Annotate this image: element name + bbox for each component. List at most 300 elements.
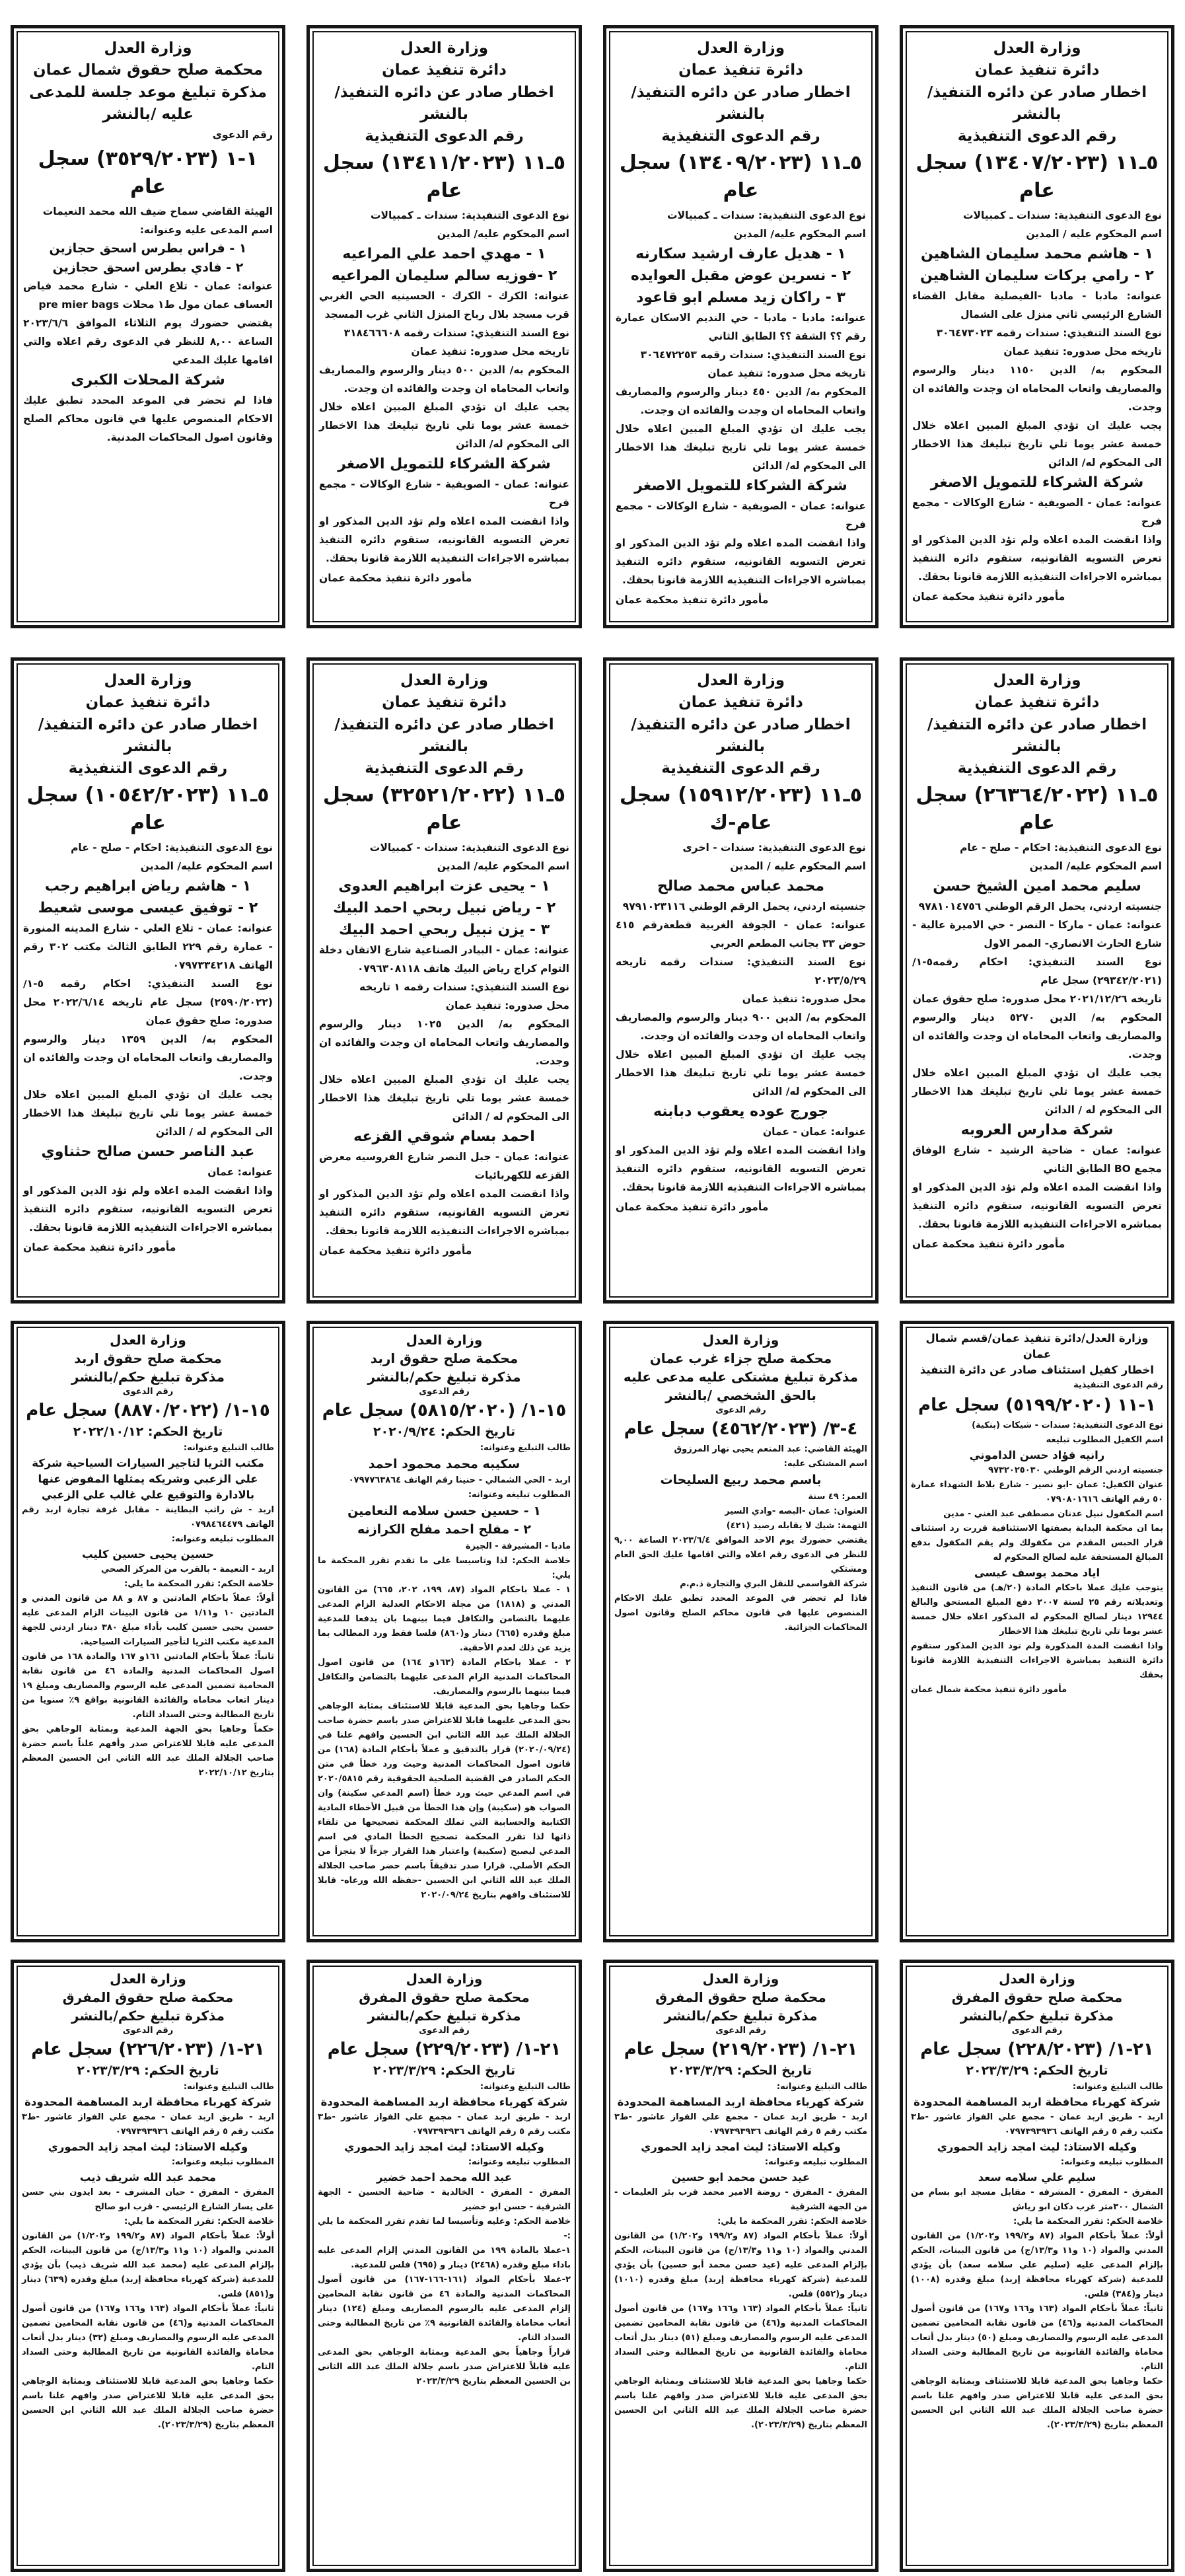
- notice-paragraph: طالب التبليغ وعنوانه:: [480, 1442, 571, 1453]
- notice-heading: مذكرة تبليغ حكم/بالنشر: [367, 2008, 521, 2024]
- legal-notice: [11, 657, 285, 1304]
- notice-paragraph: واذا انقضت المده اعلاه ولم تؤد الدين المذكور او تعرض التسويه القانونيه، ستقوم دائره التنفيذ بمباشره الاجراءات التنفيذيه اللازمة قانونا بحقك.: [319, 1187, 569, 1237]
- notice-paragraph: عنوانه: عمان - الصويفية - شارع الوكالات - مجمع فرح: [616, 499, 866, 531]
- notice-paragraph: عنوانه: عمان - الجوفة الغربية قطعةرقم ٤١٥ حوض ٣٣ بجانب المطعم العربي: [616, 918, 866, 949]
- notice-paragraph: رقم الدعوى التنفيذية: [1073, 1380, 1163, 1390]
- notice-heading: وزارة العدل: [110, 1332, 186, 1348]
- notice-paragraph: اربد - النعيمة - بالقرب من المركز الصحي: [100, 1564, 274, 1574]
- party-name: عبد الله محمد احمد خضير: [376, 2170, 513, 2184]
- notice-paragraph: ١ - عملا باحكام المواد (٨٧، ١٩٩، ٢٠٢، ٦٦٥) من القانون المدني و (١٨١٨) من مجلة الاحكام العدلية الزام المدعى عليهما بالتضامن والتكافل فيما بينهما بان يدفعا للمدعية مبلغ وقدره (٦٦٥) دينار و(٨٦٠) فلسا فقط ورد المطالب بما يزيد عن ذلك لعدم الأحقية.: [318, 1584, 571, 1653]
- notice-paragraph: أولاً: عملاً بأحكام المواد (٨٧ و١٩٩/٢ و١/٢٠٢) من القانون المدني والمواد (١٠ و١١ و١٣/٣/ج) من قانون البينات، الحكم بإلزام المدعى عليه (عيد حسن محمد أبو حسين) بأن يؤدي للمدعية (شركة كهرباء محافظة إربد) مبلغ وقدره (١٠١٠) دينار و(٥٥٢) فلس.: [614, 2230, 868, 2299]
- notice-paragraph: عنوانه: الكرك - الكرك - الحسينيه الحي الغربي قرب مسجد بلال رباح المنزل الثاني غرب المسجد: [319, 289, 569, 320]
- party-name: ٢ - نسرين عوض مقبل العوايده: [630, 267, 851, 284]
- notice-paragraph: نوع الدعوى التنفيذية: سندات - اخرى: [682, 841, 866, 854]
- notice-cell: [592, 1956, 889, 2576]
- legal-notice: [900, 1321, 1174, 1942]
- notice-paragraph: شركة القواسمي للنقل البري والتجارة ذ.م.م: [680, 1578, 867, 1589]
- notice-cell: [0, 638, 296, 1318]
- notice-paragraph: عنوانه: عمان - تلاع العلي - شارع المدينه المنورة - عمارة رقم ٢٢٩ الطابق الثالث مكتب ٣٠٢ رقم الهاتف ٠٧٩٧٣٣٤٢١٨: [23, 922, 273, 971]
- case-number-label: رقم الدعوى: [122, 2026, 174, 2036]
- notice-paragraph: ثانياً: عملاً بأحكام المواد (١٦٣ و١٦٦ و١٦٧) من قانون أصول المحاكمات المدنية و(٤٦) من قانون نقابة المحامين تضمين المدعى عليه الرسوم والمصاريف ومبلغ (٣٢) دينار بدل أتعاب محاماة والفائدة القانونية من تاريخ المطالبة وحتى السداد التام.: [22, 2303, 274, 2372]
- notice-paragraph: المفرق - المفرق - روضة الامير محمد قرب بئر العليمات - من الجهة الشرقية: [614, 2187, 867, 2212]
- notice-paragraph: اسم الكفيل المطلوب تبليغه: [1046, 1434, 1163, 1445]
- notice-paragraph: خلاصة الحكم: وعليه وتأسيسا لما تقدم تقرر المحكمة ما يلي :-: [318, 2216, 571, 2241]
- notice-paragraph: نوع السند التنفيذي: سندات رقمه ٣٠٦٤٧٢٢٥٣: [640, 348, 866, 361]
- notice-paragraph: حكما وجاهيا بحق المدعية قابلا للاستئناف وبمثابة الوجاهي بحق المدعى عليه قابلا للاعتراض صدر وافهم علنا باسم حضرة صاحب الجلالة الملك عبد الله الثاني ابن الحسين المعظم بتاريخ (٢٠٢٣/٣/٢٩).: [614, 2376, 867, 2430]
- party-name: شركة كهرباء محافظة اربد المساهمة المحدودة: [320, 2095, 568, 2108]
- party-name: شركة مدارس العروبه: [960, 1121, 1114, 1138]
- notice-heading: محكمة صلح حقوق شمال عمان: [33, 61, 263, 79]
- notice-cell: [592, 638, 889, 1318]
- notice-heading: وزارة العدل: [697, 672, 785, 689]
- notice-paragraph: اسم المكفول نبيل عدنان مصطفى عبد الغني - مدين: [943, 1508, 1163, 1519]
- notice-paragraph: اربد - ش راتب البطاينة - مقابل غرفة تجارة اربد رقم الهاتف ٠٧٩٨٤٦٤٤٧٩: [22, 1504, 274, 1529]
- party-name: عيد حسن محمد ابو حسين: [671, 2170, 810, 2184]
- notice-paragraph: حكما وجاهيا بحق المدعية قابلا للاستئناف وبمثابة الوجاهي بحق المدعى عليه قابلا للاعتراض صدر وافهم علنا باسم حضرة صاحب الجلالة الملك عبد الله الثاني ابن الحسين المعظم بتاريخ (٢٠٢٣/٣/٢٩).: [22, 2376, 274, 2430]
- notice-paragraph: عنوانه: عمان: [207, 1165, 273, 1178]
- signature-line: مأمور دائرة تنفيذ محكمة عمان: [912, 590, 1065, 603]
- notice-heading: محكمة صلح حقوق المفرق: [359, 1989, 530, 2005]
- case-number: ٢١-١/ (٢٢٩/٢٠٢٣) سجل عام: [327, 2040, 561, 2060]
- notice-paragraph: واذا انقضت المده اعلاه ولم تؤد الدين المذكور او تعرض التسويه القانونيه، ستقوم دائره التنفيذ بمباشره الاجراءات التنفيذيه اللازمة قانونا بحقك.: [616, 536, 866, 586]
- notice-paragraph: طالب التبليغ وعنوانه:: [480, 2081, 571, 2092]
- notice-paragraph: أولاً: عملاً بأحكام المواد (٨٧ و١٩٩/٢ و١/٢٠٢) من القانون المدني والمواد (١٠ و١١ و١٣/٣/ج) من قانون البينات، الحكم بإلزام المدعى عليه (سليم علي سلامه سعد) بأن يؤدي للمدعية (شركة كهرباء محافظة إربد) مبلغ وقدره (١٠٠٨) دينار و(٣٨٤) فلس.: [911, 2230, 1164, 2299]
- notice-cell: [296, 1318, 592, 1956]
- party-name: شركة كهرباء محافظة اربد المساهمة المحدودة: [617, 2095, 865, 2108]
- notice-paragraph: جنسيته اردني الرقم الوطني ٩٧٣٢٠٢٥٠٣٠: [988, 1465, 1163, 1475]
- case-number: ٥ـ١١ (١٥٩١٢/٢٠٢٣) سجل عام-ك: [619, 783, 863, 834]
- notice-paragraph: تاريخه محل صدوره: تنفيذ عمان: [411, 345, 569, 357]
- notice-paragraph: المطلوب تبليغه وعنوانه:: [468, 2156, 571, 2167]
- party-name: وكيله الاستاذ: ليث امجد زايد الحموري: [48, 2140, 248, 2153]
- notice-paragraph: ٢-عملا بأحكام المواد (١٦١-١٦٦-١٦٧) من قانون أصول المحاكمات المدنية والمادة ٤٦ من قانون نقابة المحامين إلزام المدعى عليه بالرسوم المصاريف ومبلغ (١٢٤) دينار أتعاب محاماة والفائدة القانونية ٩٪ من تاريخ المطالبة وحتى السداد التام.: [318, 2274, 571, 2343]
- notice-heading: وزارة العدل: [697, 40, 785, 57]
- notice-paragraph: واذا انقضت المده اعلاه ولم تؤد الدين المذكور او تعرض التسويه القانونيه، ستقوم دائره التنفيذ بمباشره الاجراءات التنفيذيه اللازمة قانونا بحقك.: [912, 1181, 1162, 1230]
- notice-paragraph: خلاصة الحكم: تقرر المحكمة ما يلي:: [124, 2216, 274, 2226]
- judgment-date: تاريخ الحكم: ٢٠٢٣/٣/٢٩: [373, 2063, 516, 2079]
- notice-heading: مذكرة تبليغ موعد جلسة للمدعى عليه /بالنشر: [28, 83, 267, 124]
- notice-paragraph: نوع الدعوى التنفيذية: احكام - صلح - عام: [960, 841, 1162, 854]
- notice-paragraph: يجب عليك ان تؤدي المبلغ المبين اعلاه خلال خمسة عشر يوما تلي تاريخ تبليغك هذا الاخطار الى المحكوم له/ الدائن: [912, 419, 1162, 468]
- notice-paragraph: عنوانه: عمان - الصويفية - شارع الوكالات - مجمع فرح: [319, 478, 569, 509]
- party-name: شركة المحلات الكبرى: [71, 372, 225, 389]
- notice-paragraph: المحكوم به/ الدين ١٣٥٩ دينار والرسوم والمصاريف واتعاب المحاماه ان وجدت والفائده ان وجدت.: [23, 1033, 273, 1082]
- notice-paragraph: المحكوم به/ الدين ١٠٢٥ دينار والرسوم والمصاريف واتعاب المحاماه ان وجدت والفائده ان وجدت.: [319, 1017, 569, 1067]
- case-number-label: رقم الدعوى: [715, 1405, 766, 1415]
- notice-paragraph: المحكوم به/ الدين ٩٠٠ دينار والرسوم والمصاريف واتعاب المحاماه ان وجدت والفائده ان وجدت.: [616, 1011, 867, 1042]
- signature-line: مأمور دائرة تنفيذ محكمة عمان: [912, 1237, 1065, 1250]
- case-number: ٥ـ١١ (١٣٤٠٩/٢٠٢٣) سجل عام: [619, 151, 863, 202]
- party-name: ١ - مهدي احمد علي المراعيه: [342, 245, 546, 262]
- notice-paragraph: اسم المدعى عليه وعنوانه:: [139, 224, 273, 237]
- notice-paragraph: يقتضي حضورك يوم الثلاثاء الموافق ٢٠٢٣/٦/٦ الساعة ٨,٠٠ للنظر في الدعوى رقم اعلاه والتي اقامها عليك المدعي: [23, 317, 273, 367]
- party-name: ٢ -فوزيه سالم سليمان المراعيه: [331, 267, 557, 284]
- notice-paragraph: خلاصة الحكم: تقرر المحكمة ما يلي:: [717, 2216, 867, 2226]
- notice-paragraph: عنوانه: عمان - تلاع العلي - شارع محمد فياض العساف عمان مول ط١ محلات pre mier bags: [23, 280, 273, 311]
- notice-paragraph: يجب عليك ان تؤدي المبلغ المبين اعلاه خلال خمسة عشر يوما تلي تاريخ تبليغك هذا الاخطار الى المحكوم له / الدائن: [319, 1073, 569, 1122]
- notice-paragraph: واذا انقضت المده اعلاه ولم تؤد الدين المذكور او تعرض التسويه القانونيه، ستقوم دائره التنفيذ بمباشره الاجراءات التنفيذيه اللازمة قانونا بحقك.: [319, 515, 569, 564]
- legal-notice: [11, 25, 285, 628]
- party-name: وزارة العدل/دائرة تنفيذ عمان/قسم شمال عمان: [925, 1332, 1149, 1360]
- notice-paragraph: عنوانه: عمان - ماركا - النصر - حي الاميرة عالية - شارع الحارث الانصاري- الممر الاول: [912, 918, 1162, 949]
- signature-line: مأمور دائرة تنفيذ محكمة عمان: [616, 593, 769, 606]
- judgment-date: تاريخ الحكم: ٢٠٢٣/٣/٢٩: [669, 2063, 812, 2079]
- party-name: وكيله الاستاذ: ليث امجد زايد الحموري: [641, 2140, 841, 2153]
- notice-paragraph: خلاصة الحكم: تقرر المحكمة ما يلي:: [1013, 2216, 1163, 2226]
- notice-cell: [889, 1956, 1185, 2576]
- party-name: اياد محمد يوسف عيسى: [974, 1566, 1100, 1579]
- party-name: شركة الشركاء للتمويل الاصغر: [930, 474, 1144, 491]
- legal-notice: [306, 657, 582, 1304]
- notice-cell: [592, 0, 889, 638]
- notice-heading: رقم الدعوى التنفيذية: [365, 128, 524, 145]
- party-name: جورج عوده يعقوب دبابنه: [653, 1103, 829, 1120]
- notice-paragraph: المفرق - المفرق - المشرفه - مقابل مسجد ابو بسام من الشمال ٣٠٠متر غرب دكان ابو رياش: [911, 2187, 1163, 2212]
- party-name: ١ - هاشم رياض ابراهيم رجب: [44, 877, 252, 895]
- legal-notice: [603, 1321, 879, 1942]
- notice-paragraph: يجب عليك ان تؤدي المبلغ المبين اعلاه خلال خمسة عشر يوما تلي تاريخ تبليغك هذا الاخطار الى المحكوم له / الدائن: [23, 1088, 273, 1138]
- notice-paragraph: حكما وجاهيا بحق المدعية قابلا للاستئناف وبمثابة الوجاهي بحق المدعى عليه قابلا للاعتراض صدر وافهم علنا باسم حضرة صاحب الجلالة الملك عبد الله الثاني ابن الحسين المعظم بتاريخ (٢٠٢٣/٣/٢٩).: [911, 2376, 1163, 2430]
- notice-paragraph: اسم المحكوم عليه/ المدين: [437, 227, 569, 240]
- legal-notice: [306, 25, 582, 628]
- legal-notice: [603, 25, 879, 628]
- notice-cell: [889, 638, 1185, 1318]
- legal-notice: [306, 1960, 582, 2572]
- notice-paragraph: اسم المحكوم عليه/ المدين: [1029, 860, 1162, 872]
- party-name: ٣ - راكان زيد مسلم ابو قاعود: [636, 289, 845, 306]
- party-name: اخطار كفيل استئناف صادر عن دائرة التنفيذ: [919, 1363, 1155, 1376]
- notice-heading: وزارة العدل: [104, 672, 192, 689]
- party-name: ٢ - رامي بركات سليمان الشاهين: [920, 267, 1154, 284]
- party-name: سكيبه محمد محمود احمد: [368, 1456, 521, 1471]
- party-name: ١ - يحيى عزت ابراهيم العدوى: [338, 877, 550, 895]
- notice-heading: دائرة تنفيذ عمان: [678, 61, 803, 79]
- notice-paragraph: واذا انقضت المدة المذكورة ولم تود الدين المذكور ستقوم دائرة التنفيذ بمباشرة الاجراءات التنفيذية اللازمة قانونا بحقك: [911, 1640, 1163, 1680]
- party-name: محمد عبد الله شريف ذيب: [79, 2170, 217, 2184]
- notice-cell: [296, 0, 592, 638]
- notice-paragraph: طالب التبليغ وعنوانه:: [1072, 2081, 1163, 2092]
- notice-paragraph: اسم المحكوم عليه/ المدين: [140, 860, 273, 872]
- notice-paragraph: جنسيته اردني، يحمل الرقم الوطني ٩٧٩١٠٢٣١١٦: [622, 900, 866, 912]
- party-name: ١ - هديل عارف ارشيد سكارنه: [635, 245, 846, 262]
- party-name: ١ - حسين حسن سلامه النعامين: [347, 1504, 541, 1519]
- party-name: ٢ - فادي بطرس اسحق حجازين: [52, 260, 244, 275]
- party-name: شركة كهرباء محافظة اربد المساهمة المحدودة: [914, 2095, 1161, 2108]
- notice-heading: مذكرة تبليغ حكم/بالنشر: [664, 2008, 818, 2024]
- notice-paragraph: أولاً: عملاً بأحكام المواد (٨٧ و١٩٩/٢ و١/٢٠٢) من القانون المدني والمواد (١٠ و١١ و١٣/٣/ج) من قانون البينات، الحكم بإلزام المدعى عليه (محمد عبد الله شريف ذيب) بأن يؤدي للمدعية (شركة كهرباء محافظة إربد) مبلغ وقدره (٦٣٩) دينار و(٨٥١) فلس.: [22, 2230, 275, 2299]
- notice-paragraph: عنوانه: مادبا - مادبا - حي النديم الاسكان عمارة رقم ؟؟ الشقة ؟؟ الطابق الثاني: [616, 311, 866, 342]
- party-name: ٢ - رياض نبيل ربحي احمد البيك: [332, 899, 556, 916]
- notice-paragraph: ثانياً: عملاً بأحكام المواد (١٦٣ و١٦٦ و١٦٧) من قانون أصول المحاكمات المدنية و(٤٦) من قانون نقابة المحامين تضمين المدعى عليه الرسوم والمصاريف ومبلغ (٥١) دينار بدل أتعاب محاماة والفائدة القانونية من تاريخ المطالبة وحتى السداد التام.: [614, 2303, 868, 2372]
- notice-paragraph: عنوانه: عمان - عمان: [762, 1125, 866, 1138]
- notice-paragraph: اسم المحكوم عليه / المدين: [730, 860, 866, 872]
- notice-paragraph: نوع الدعوى التنفيذية: سندات - شيكات (بنكية): [972, 1420, 1163, 1430]
- case-number-label: رقم الدعوى: [122, 1387, 174, 1397]
- party-name: وكيله الاستاذ: ليث امجد زايد الحموري: [344, 2140, 544, 2153]
- case-number-label: رقم الدعوى: [419, 2026, 470, 2036]
- signature-line: مأمور دائرة تنفيذ محكمة عمان: [616, 1200, 769, 1213]
- notice-paragraph: نوع السند التنفيذي: سندات رقمه ١ تاريخه: [359, 980, 569, 993]
- notice-cell: [889, 1318, 1185, 1956]
- notice-paragraph: يجب عليك ان تؤدي المبلغ المبين اعلاه خلال خمسة عشر يوما تلي تاريخ تبليغك هذا الاخطار الى المحكوم له/ الدائن: [616, 1048, 866, 1097]
- notice-heading: دائرة تنفيذ عمان: [85, 694, 211, 712]
- case-number-label: رقم الدعوى: [419, 1387, 470, 1397]
- notice-heading: مذكرة تبليغ حكم/بالنشر: [71, 1369, 225, 1385]
- notice-heading: محكمة صلح حقوق المفرق: [62, 1989, 234, 2005]
- notice-heading: وزارة العدل: [104, 40, 192, 57]
- notice-paragraph: العمر: ٤٩ سنة: [808, 1491, 867, 1502]
- case-number: ١٥-١/ (٨٨٧٠/٢٠٢٢) سجل عام: [26, 1401, 270, 1421]
- notice-paragraph: نوع الدعوى التنفيذية: احكام - صلح - عام: [71, 841, 273, 854]
- legal-notice: [900, 657, 1174, 1304]
- notice-paragraph: نوع الدعوى التنفيذية: سندات ـ كمبيالات: [962, 209, 1162, 221]
- notice-heading: وزارة العدل: [406, 1332, 483, 1348]
- party-name: ٢ - مفلح احمد مفلح الكرازنه: [357, 1522, 531, 1537]
- case-number: ٥ـ١١ (١٠٥٤٢/٢٠٢٣) سجل عام: [26, 783, 269, 834]
- notice-paragraph: اربد - طريق اربد عمان - مجمع علي الفواز عاشور -ط٣ مكتب رقم ٥ رقم الهاتف ٠٧٩٧٣٩٣٩٣٦: [22, 2112, 274, 2137]
- case-number: ٢١-١/ (٢٢٨/٢٠٢٣) سجل عام: [920, 2040, 1154, 2060]
- notice-heading: اخطار صادر عن دائره التنفيذ/ بالنشر: [927, 716, 1147, 756]
- party-name: سليم علي سلامه سعد: [978, 2170, 1096, 2184]
- notice-paragraph: خلاصة الحكم: لذا وتاسيسا على ما تقدم تقرر المحكمة ما يلي:: [318, 1555, 571, 1580]
- notice-paragraph: المطلوب تبليغه وعنوانه:: [468, 1490, 571, 1500]
- notice-paragraph: تاريخه ٢٠٢١/١٢/٢٦ محل صدوره: صلح حقوق عمان: [912, 992, 1162, 1005]
- notice-paragraph: نوع الدعوى التنفيذية: سندات ـ كمبيالات: [370, 209, 569, 221]
- notice-paragraph: فاذا لم تحضر في الموعد المحدد تطبق عليك الاحكام المنصوص عليها في قانون محاكم الصلح وقانون اصول المحاكمات الجزائية.: [614, 1593, 867, 1633]
- judgment-date: تاريخ الحكم: ٢٠٢٢/١٠/١٢: [73, 1424, 223, 1440]
- notice-paragraph: المفرق - المفرق - الخالدية - ضاحية الحسين - الجهة الشرقية - حسن ابو خضير: [318, 2187, 571, 2212]
- notice-heading: وزارة العدل: [702, 1971, 779, 1987]
- legal-notice: [900, 25, 1174, 628]
- case-number: ٥ـ١١ (٢٦٣٦٤/٢٠٢٢) سجل عام: [916, 783, 1159, 834]
- notice-paragraph: واذا انقضت المده اعلاه ولم تؤد الدين المذكور او تعرض التسويه القانونيه، ستقوم دائره التنفيذ بمباشره الاجراءات التنفيذيه اللازمة قانونا بحقك.: [912, 533, 1162, 583]
- notice-paragraph: بما ان محكمة البداية بصفتها الاستئنافية قررت رد استئناف قرار الحبس المقدم من مكفولك ولم يقم المكفول بدفع المبالغ المستحقة عليه لصالح المحكوم له: [911, 1523, 1163, 1563]
- notice-paragraph: اسم المحكوم عليه/ المدين: [733, 227, 866, 240]
- notice-paragraph: ٢ - عملا باحكام المادة (١٦٣و ١٦٤) من قانون اصول المحاكمات المدنية الزام المدعى عليهما بالتضامن والتكافل فيما بينهما بالرسوم والمصاريف.: [318, 1657, 571, 1697]
- notice-paragraph: نوع السند التنفيذي: سندات رقمه ٣١٨٤٦٦٦٠٨: [343, 326, 569, 339]
- notice-paragraph: ١-عملا بالمادة ١٩٩ من القانون المدني إلزام المدعى عليه باداء مبلغ وقدره (٢٤٦٨) دينار و (٦٩٥) فلس للمدعية.: [318, 2245, 571, 2270]
- notice-paragraph: المطلوب تبليغه وعنوانه:: [171, 1533, 274, 1544]
- notice-heading: دائرة تنفيذ عمان: [382, 694, 507, 712]
- notice-heading: مذكرة تبليغ مشتكى عليه مدعى عليه بالحق الشخصي /بالنشر: [623, 1369, 859, 1403]
- notice-heading: محكمة صلح حقوق اربد: [370, 1350, 519, 1366]
- notice-paragraph: المطلوب تبليغه وعنوانه:: [764, 2156, 867, 2167]
- notice-heading: اخطار صادر عن دائره التنفيذ/ بالنشر: [38, 716, 258, 756]
- notice-paragraph: ثانياً: عملاً بأحكام المواد (١٦٣ و١٦٦ و١٦٧) من قانون أصول المحاكمات المدنية و(٤٦) من قانون نقابة المحامين تضمين المدعى عليه الرسوم والمصاريف ومبلغ (٥٠) دينار بدل أتعاب محاماة والفائدة القانونية من تاريخ المطالبة وحتى السداد التام.: [911, 2303, 1163, 2372]
- notice-paragraph: واذا انقضت المده اعلاه ولم تؤد الدين المذكور او تعرض التسويه القانونيه، ستقوم دائره التنفيذ بمباشره الاجراءات التنفيذيه اللازمة قانونا بحقك.: [616, 1144, 866, 1193]
- notice-heading: اخطار صادر عن دائره التنفيذ/ بالنشر: [927, 83, 1147, 124]
- party-name: شركة الشركاء للتمويل الاصغر: [338, 455, 551, 472]
- notice-heading: اخطار صادر عن دائره التنفيذ/ بالنشر: [631, 83, 851, 124]
- legal-notice: [603, 1960, 879, 2572]
- notice-paragraph: عنوانه: عمان - الصويفية - شارع الوكالات - مجمع فرح: [912, 496, 1162, 527]
- notice-heading: وزارة العدل: [110, 1971, 186, 1987]
- notice-heading: مذكرة تبليغ حكم/بالنشر: [960, 2008, 1114, 2024]
- notice-paragraph: اسم المشتكى عليه:: [783, 1459, 867, 1469]
- notice-heading: محكمة صلح جزاء غرب عمان: [649, 1350, 832, 1366]
- notice-paragraph: عنوانه: عمان - ضاحية الرشيد - شارع الوفاق مجمع BO الطابق الثاني: [912, 1144, 1162, 1175]
- party-name: ٢ - توفيق عيسى موسى شعيط: [38, 899, 258, 916]
- case-number: ٤-٣/ (٤٥٦٢/٢٠٢٣) سجل عام: [624, 1419, 858, 1440]
- notice-paragraph: تاريخه محل صدوره: تنفيذ عمان: [707, 367, 866, 379]
- notice-paragraph: محل صدوره: تنفيذ عمان: [445, 999, 569, 1012]
- case-number: ١-١ (٣٥٢٩/٢٠٢٣) سجل عام: [38, 147, 258, 199]
- notice-paragraph: يجب عليك ان تؤدي المبلغ المبين اعلاه خلال خمسة عشر يوما تلي تاريخ تبليغك هذا الاخطار الى المحكوم له / الدائن: [912, 1066, 1162, 1116]
- case-number: ٢١-١/ (٢٢٦/٢٠٢٣) سجل عام: [31, 2040, 265, 2060]
- notice-paragraph: يقتضي حضورك يوم الاحد الموافق ٢٠٢٣/٦/٤ الساعة ٩,٠٠ للنظر في الدعوى رقم اعلاه والتي اقامها عليك الحق العام ومشتكي: [614, 1535, 867, 1574]
- notice-paragraph: طالب التبليغ وعنوانه:: [183, 1442, 274, 1453]
- notice-paragraph: اربد - طريق اربد عمان - مجمع علي الفواز عاشور -ط٣ مكتب رقم ٥ رقم الهاتف ٠٧٩٧٣٩٣٩٣٦: [614, 2112, 867, 2137]
- notice-heading: محكمة صلح حقوق اربد: [74, 1350, 222, 1366]
- notice-heading: محكمة صلح حقوق المفرق: [655, 1989, 826, 2005]
- party-name: حسين يحيى حسين كليب: [82, 1547, 214, 1561]
- notice-paragraph: قراراً وجاهياً بحق المدعية وبمثابة الوجاهي بحق المدعى عليه قابلاً للاعتراض صدر باسم جلالة الملك عبد الله الثاني بن الحسين المعظم بتاريخ ٢٠٢٣/٣/٢٩: [318, 2347, 571, 2386]
- notice-paragraph: المحكوم به/ الدين ١١٥٠ دينار والرسوم والمصاريف واتعاب المحاماه ان وجدت والفائده ان وجدت.: [912, 363, 1162, 413]
- notice-paragraph: خلاصة الحكم: تقرر المحكمة ما يلي:: [124, 1578, 274, 1589]
- notice-paragraph: المحكوم به/ الدين ٤٥٠ دينار والرسوم والمصاريف واتعاب المحاماه ان وجدت والفائده ان وجدت.: [616, 385, 867, 416]
- notice-heading: وزارة العدل: [400, 672, 488, 689]
- notice-paragraph: المحكوم به/ الدين ٥٠٠ دينار والرسوم والمصاريف واتعاب المحاماه ان وجدت والفائده ان وجدت.: [319, 363, 570, 394]
- notice-cell: [592, 1318, 889, 1956]
- notice-paragraph: المحكوم به/ الدين ٥٢٧٠ دينار والرسوم والمصاريف واتعاب المحاماه ان وجدت والفائده ان وجدت.: [912, 1011, 1162, 1060]
- notice-paragraph: رقم الدعوى: [212, 129, 273, 141]
- notice-paragraph: طالب التبليغ وعنوانه:: [776, 2081, 867, 2092]
- notice-paragraph: عنوانه: عمان - البيادر الصناعية شارع الاتقان دخلة التوام كراج رياض البيك هاتف ٠٧٩٦٣٠٨١١٨: [319, 943, 569, 975]
- notice-heading: وزارة العدل: [702, 1332, 779, 1348]
- notice-heading: اخطار صادر عن دائره التنفيذ/ بالنشر: [334, 716, 554, 756]
- legal-notice: [306, 1321, 582, 1942]
- notice-paragraph: عنوانه: مادبا - مادبا -الفيصلية مقابل القضاء الشارع الرئيسي ثاني منزل على الشمال: [912, 289, 1162, 320]
- notice-paragraph: مادبا - المشيرفة - الجيزة: [465, 1541, 571, 1551]
- notice-heading: محكمة صلح حقوق المفرق: [951, 1989, 1123, 2005]
- notice-heading: رقم الدعوى التنفيذية: [957, 760, 1117, 778]
- notice-paragraph: التهمة: شيك لا يقابله رصيد (٤٢١): [726, 1520, 867, 1531]
- party-name: باسم محمد ربيع السليحات: [660, 1473, 822, 1488]
- notice-paragraph: الهيئة القاضي: عبد المنعم يحيى نهار المرزوق: [674, 1444, 867, 1455]
- notice-heading: دائرة تنفيذ عمان: [974, 61, 1100, 79]
- notice-paragraph: يجب عليك ان تؤدي المبلغ المبين اعلاه خلال خمسة عشر يوما تلي تاريخ تبليغك هذا الاخطار الى المحكوم له/ الدائن: [616, 422, 866, 472]
- party-name: احمد بسام شوقي القزعه: [353, 1128, 535, 1145]
- notice-paragraph: أولاً: عملاً باحكام المادتين و ٨٧ و ٨٨ من قانون المدني و المادتين ١٠ و١/١١ من قانون البينات الزام المدعى عليه حسين يحيى حسين كليب بأداء مبلغ ٣٨٠ دينار اردني للجهة المدعية مكتب الثريا لتأجير السيارات السياحية.: [22, 1593, 274, 1647]
- party-name: سليم محمد امين الشيخ حسن: [933, 877, 1141, 895]
- case-number-label: رقم الدعوى: [1011, 2026, 1063, 2036]
- notice-heading: مذكرة تبليغ حكم/بالنشر: [367, 1369, 521, 1385]
- notice-paragraph: عنوان الكفيل: عمان -ابو نصير - شارع بلاط الشهداء عمارة ٥٠ رقم الهاتف ٠٧٩٠٨٠١٦١٦: [911, 1479, 1163, 1504]
- notice-heading: رقم الدعوى التنفيذية: [68, 760, 228, 778]
- case-number-label: رقم الدعوى: [715, 2026, 766, 2036]
- notice-paragraph: اربد - طريق اربد عمان - مجمع علي الفواز عاشور -ط٣ مكتب رقم ٥ رقم الهاتف ٠٧٩٧٣٩٣٩٣٦: [911, 2112, 1163, 2137]
- notice-paragraph: حكما وجاهيا بحق المدعية قابلا للاستئناف بمثابة الوجاهي بحق المدعى عليهما قابلا للاعتراض صدر باسم حضرة صاحب الجلالة الملك عبد الله الثاني ابن الحسين وافهم علنا في (٢٠٢٠/٠٩/٢٤) قرار بالتدقيق و عملاً بأحكام المادة (١٦٨) من قانون اصول المحاكمات المدنية وحيث ورد خطأ في متن الحكم الصادر في القضية الصلحية الحقوقية رقم ٢٠٢٠/٥٨١٥ في اسم المدعي حيث ورد خطأ (اسم المدعي سكينة) وان الصواب هو (سكيبة) وإن هذا الخطأ من قبيل الأخطاء المادية الكتابية والحسابية التي تملك المحكمة تصحيحها من تلقاء ذاتها لذا تقرر المحكمة تصحيح الخطأ المادي في اسم المدعي ليصبح (سكيبة) واعتبار هذا القرار جزءاً لا يتجزأ من الحكم الأصلي. قرارا صدر تدقيقاً باسم حضر صاحب الجلالة الملك عبد الله الثاني ابن الحسين -حفظه الله ورعاه- قابلا للاستئناف وافهم بتاريخ ٢٠٢٠/٠٩/٢٤: [318, 1701, 571, 1900]
- notice-paragraph: نوع السند التنفيذي: احكام رقمه٥-١/ (٢٩٣٤٢/٢٠٢١) سجل عام: [912, 955, 1162, 986]
- signature-line: مأمور دائرة تنفيذ محكمة عمان: [23, 1241, 176, 1253]
- notice-cell: [0, 0, 296, 638]
- notice-heading: دائرة تنفيذ عمان: [678, 694, 803, 712]
- judgment-date: تاريخ الحكم: ٢٠٢٣/٣/٢٩: [966, 2063, 1108, 2079]
- legal-notice: [11, 1960, 285, 2572]
- notice-cell: [296, 638, 592, 1318]
- notice-cell: [0, 1318, 296, 1956]
- notice-paragraph: عنوانه: عمان - جبل النصر شارع الفروسيه معرض القزعه للكهربائيات: [319, 1150, 569, 1181]
- legal-notice: [603, 657, 879, 1304]
- party-name: محمد عباس محمد صالح: [657, 877, 825, 895]
- notice-paragraph: نوع السند التنفيذي: سندات رقمه ٣٠٦٤٧٣٠٢٣: [936, 326, 1162, 339]
- party-name: مكتب الثريا لتاجير السيارات السياحية شركة علي الزعبي وشريكه يمثلها المفوض عنها بالادارة والتوقيع علي غالب علي الزعبي: [32, 1456, 264, 1501]
- notice-paragraph: المطلوب تبليغه وعنوانه:: [1060, 2156, 1163, 2167]
- party-name: ١ - فراس بطرس اسحق حجازين: [49, 241, 247, 256]
- party-name: شركة كهرباء محافظة اربد المساهمة المحدودة: [24, 2095, 271, 2108]
- notice-heading: اخطار صادر عن دائره التنفيذ/ بالنشر: [334, 83, 554, 124]
- notice-paragraph: نوع الدعوى التنفيذية: سندات ـ كمبيالات: [666, 209, 866, 221]
- case-number: ١٥-١/ (٥٨١٥/٢٠٢٠) سجل عام: [322, 1401, 567, 1421]
- notice-paragraph: يتوجب عليك عملا باحكام المادة (٢٠/هـ) من قانون التنفيذ وتعديلاته رقم ٢٥ لسنة ٢٠٠٧ دفع المبلغ المستحق والبالغ ١٢٩٤٤ دينار لصالح المحكوم له المذكور اعلاه خلال خمسة عشر يوما تلي تاريخ تبليغك هذا الاخطار: [911, 1582, 1163, 1637]
- notice-paragraph: فاذا لم تحضر في الموعد المحدد تطبق عليك الاحكام المنصوص عليها في قانون محاكم الصلح وقانون اصول المحاكمات المدنية.: [23, 394, 273, 444]
- notice-heading: وزارة العدل: [993, 672, 1081, 689]
- notice-heading: دائرة تنفيذ عمان: [974, 694, 1100, 712]
- notice-cell: [0, 1956, 296, 2576]
- notice-paragraph: اسم المحكوم عليه/ المدين: [437, 860, 569, 872]
- party-name: شركة الشركاء للتمويل الاصغر: [634, 477, 847, 494]
- case-number: ٥ـ١١ (١٣٤١١/٢٠٢٣) سجل عام: [322, 151, 566, 202]
- notice-heading: وزارة العدل: [400, 40, 488, 57]
- notice-heading: رقم الدعوى التنفيذية: [661, 128, 820, 145]
- notice-paragraph: تاريخه محل صدوره: تنفيذ عمان: [1003, 345, 1162, 357]
- judgment-date: تاريخ الحكم: ٢٠٢٣/٣/٢٩: [77, 2063, 219, 2079]
- notice-heading: رقم الدعوى التنفيذية: [365, 760, 524, 778]
- notice-heading: رقم الدعوى التنفيذية: [661, 760, 820, 778]
- notice-cell: [296, 1956, 592, 2576]
- party-name: وكيله الاستاذ: ليث امجد زايد الحموري: [937, 2140, 1137, 2153]
- case-number: ١-١١ (٥١٩٩/٢٠٢٠) سجل عام: [918, 1395, 1156, 1415]
- case-number: ٥ـ١١ (١٣٤٠٧/٢٠٢٣) سجل عام: [916, 151, 1159, 202]
- notice-paragraph: اربد - الحي الشمالي - حنينا رقم الهاتف ٠٧٩٧٧٦٣٨٦٤: [348, 1475, 571, 1486]
- notice-paragraph: ثانياً: عملاً بأحكام المادتين ١٦١و ١٦٧ والمادة ١٦٨ من قانون اصول المحاكمات المدنية والمادة ٤٦ من قانون نقابة المحامية تضمين المدعى عليه الرسوم والمصاريف ومبلغ ١٩ دينار اتعاب محاماه والفائدة القانونية بواقع ٩٪ سنويا من تاريخ المطالبة وحتى السداد التام.: [22, 1651, 275, 1720]
- notice-paragraph: طالب التبليغ وعنوانه:: [183, 2081, 274, 2092]
- signature-line: مأمور دائرة تنفيذ محكمة عمان: [319, 1244, 472, 1257]
- legal-notice: [900, 1960, 1174, 2572]
- notice-heading: وزارة العدل: [999, 1971, 1075, 1987]
- notice-heading: اخطار صادر عن دائره التنفيذ/ بالنشر: [631, 716, 851, 756]
- notice-paragraph: محل صدوره: تنفيذ عمان: [742, 992, 866, 1005]
- case-number: ٥ـ١١ (٣٢٥٢١/٢٠٢٢) سجل عام: [322, 783, 566, 834]
- notice-heading: رقم الدعوى التنفيذية: [957, 128, 1117, 145]
- notice-paragraph: واذا انقضت المده اعلاه ولم تؤد الدين المذكور او تعرض التسويه القانونيه، ستقوم دائره التنفيذ بمباشره الاجراءات التنفيذيه اللازمة قانونا بحقك.: [23, 1184, 273, 1233]
- notice-heading: مذكرة تبليغ حكم/بالنشر: [71, 2008, 225, 2024]
- notice-paragraph: الهيئة القاضي سماح ضيف الله محمد النعيمات: [42, 205, 273, 218]
- party-name: ١ - هاشم محمد سليمان الشاهين: [920, 245, 1154, 262]
- notice-paragraph: نوع السند التنفيذي: احكام رقمه ٥-١/ (٢٥٩٠/٢٠٢٢) سجل عام تاريخه ٢٠٢٢/٦/١٤ محل صدوره: صلح حقوق عمان: [23, 977, 273, 1027]
- case-number: ٢١-١/ (٢١٩/٢٠٢٣) سجل عام: [624, 2040, 858, 2060]
- legal-notice: [11, 1321, 285, 1942]
- party-name: ٣ - يزن نبيل ربحي احمد البيك: [338, 921, 550, 938]
- notice-heading: دائرة تنفيذ عمان: [382, 61, 507, 79]
- notice-paragraph: نوع الدعوى التنفيذية: سندات - كمبيالات: [369, 841, 569, 854]
- notice-heading: وزارة العدل: [406, 1971, 483, 1987]
- signature-line: مأمور دائرة تنفيذ محكمة عمان: [319, 571, 472, 584]
- party-name: عبد الناصر حسن صالح حثناوي: [41, 1143, 255, 1160]
- notice-paragraph: اربد - طريق اربد عمان - مجمع علي الفواز عاشور -ط٣ مكتب رقم ٥ رقم الهاتف ٠٧٩٧٣٩٣٩٣٦: [318, 2112, 571, 2137]
- notice-paragraph: نوع السند التنفيذي: سندات رقمه تاريخه ٢٠٢٣/٥/٢٩: [616, 955, 866, 986]
- notice-paragraph: العنوان: عمان -البصه -وادي السير: [725, 1506, 867, 1516]
- notice-cell: [889, 0, 1185, 638]
- notice-paragraph: حكماً وجاهيا بحق الجهة المدعية وبمثابة الوجاهي بحق المدعى عليه قابلا للاعتراض صدر وأفهم علناً باسم حضرة صاحب الجلالة الملك عبد الله الثاني ابن الحسين المعظم بتاريخ ٢٠٢٢/١٠/١٢: [22, 1724, 274, 1778]
- notice-paragraph: اسم المحكوم عليه / المدين: [1026, 227, 1162, 240]
- signature-line: مأمور دائرة تنفيذ محكمة شمال عمان: [911, 1684, 1067, 1695]
- notice-heading: وزارة العدل: [993, 40, 1081, 57]
- notice-paragraph: جنسيته اردني، يحمل الرقم الوطني ٩٧٨١٠١٤٧٥٦: [918, 900, 1162, 912]
- notice-paragraph: يجب عليك ان تؤدي المبلغ المبين اعلاه خلال خمسة عشر يوما تلي تاريخ تبليغك هذا الاخطار الى المحكوم له/ الدائن: [319, 400, 569, 450]
- party-name: رانيه فؤاد حسن الداموني: [969, 1448, 1105, 1461]
- notice-paragraph: المطلوب تبليغه وعنوانه:: [171, 2156, 274, 2167]
